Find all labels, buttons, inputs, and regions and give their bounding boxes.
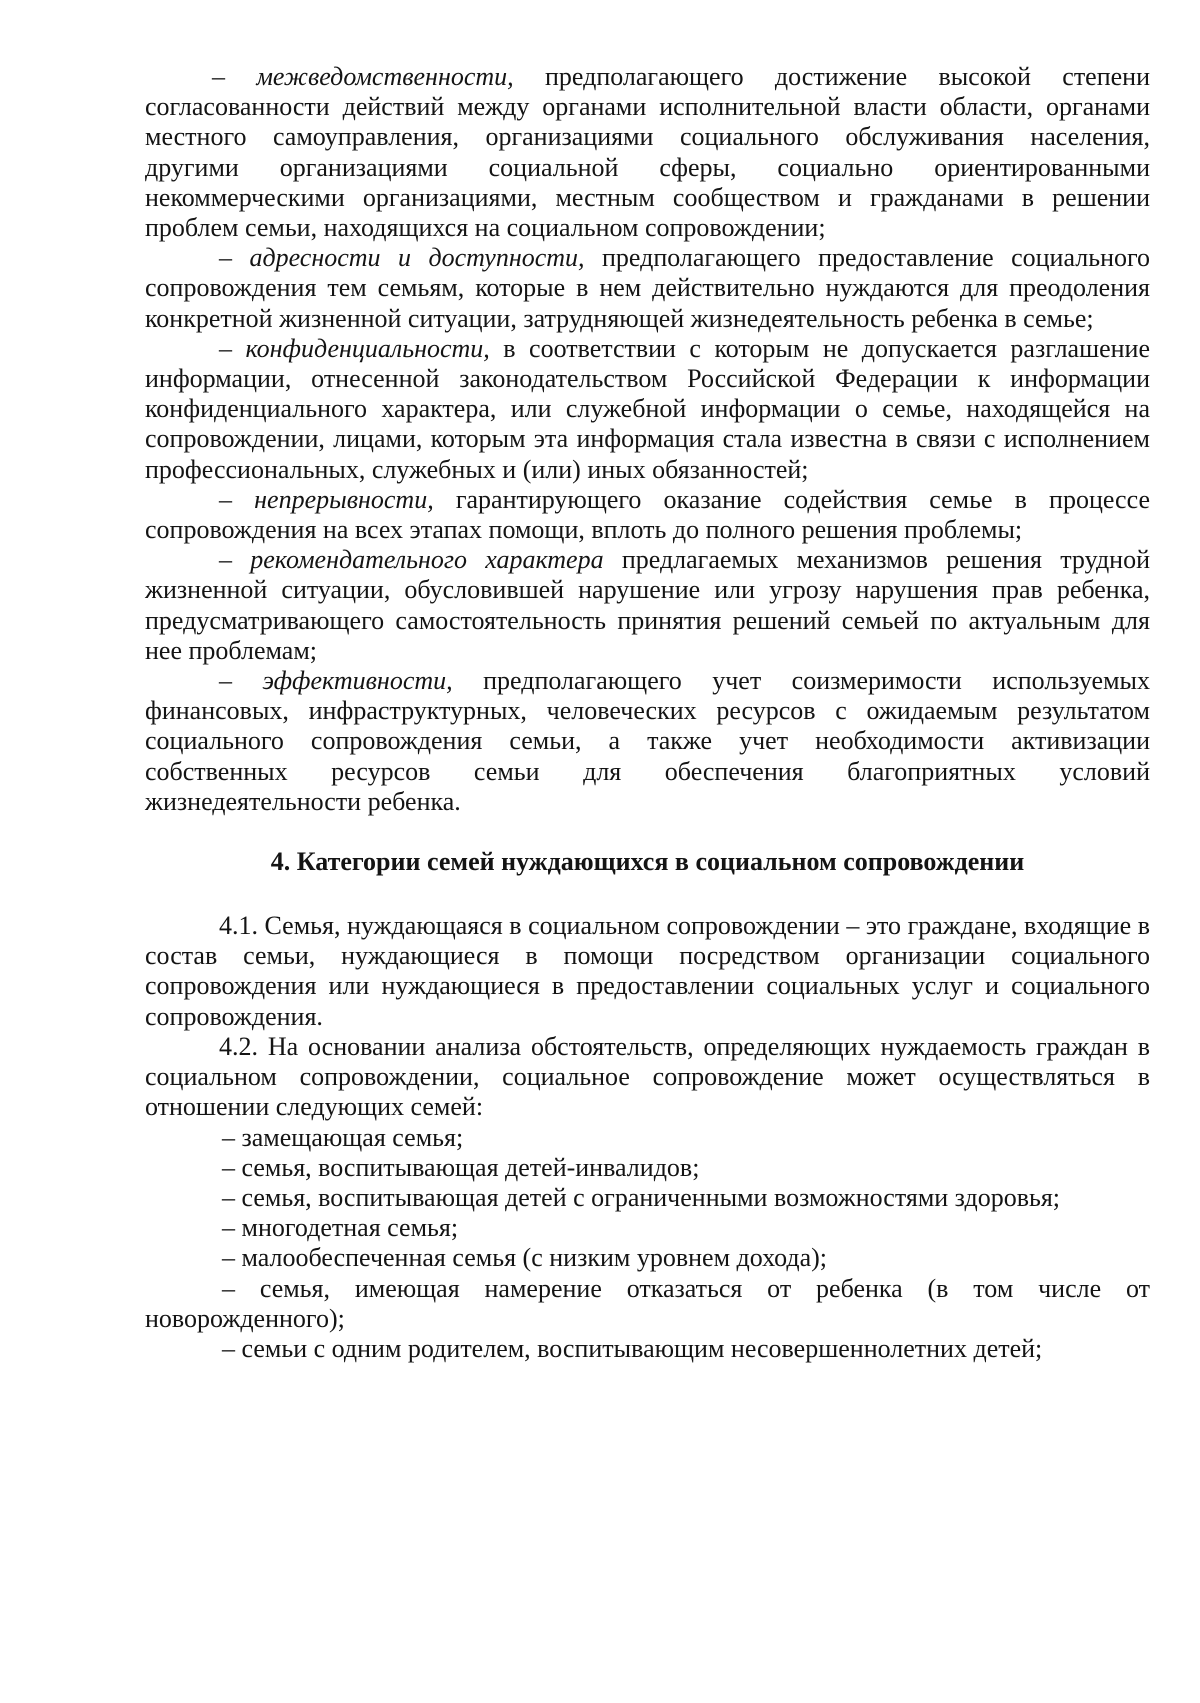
principle-text: предлагаемых механизмов решения трудной жизненной ситуации, обусловившей нарушение или угрозу нарушения прав ребенка, предусматривающего самостоятельность принятия решений семьей по актуальным для нее проблемам; xyxy=(145,545,1150,665)
section-heading: 4. Категории семей нуждающихся в социальном сопровождении xyxy=(270,847,1025,877)
principle-item: – межведомственности, предполагающего достижение высокой степени согласованности действий между органами исполнительной власти области, органами местного самоуправления, организациями социального обслуживания населения, другими организациями социальной сферы, социально ориентированными некоммерческими организациями, местным сообществом и гражданами в решении проблем семьи, находящихся на социальном сопровождении; xyxy=(145,62,1151,243)
principle-item: – рекомендательного характера предлагаемых механизмов решения трудной жизненной ситуации, обусловившей нарушение или угрозу нарушения прав ребенка, предусматривающего самостоятельность принятия решений семьей по актуальным для нее проблемам; xyxy=(145,545,1150,665)
list-item: – малообеспеченная семья (с низким уровнем дохода); xyxy=(222,1243,828,1273)
principle-item: – непрерывности, гарантирующего оказание содействия семье в процессе сопровождения на всех этапах помощи, вплоть до полного решения проблемы; xyxy=(145,484,1150,545)
list-item: – семья, воспитывающая детей-инвалидов; xyxy=(222,1152,700,1182)
paragraph-4-1: 4.1. Семья, нуждающаяся в социальном сопровождении – это граждане, входящие в состав семьи, нуждающиеся в помощи посредством организации социального сопровождения или нуждающиеся в предоставлении социальных услуг и социального сопровождения. xyxy=(145,911,1150,1031)
principle-text: в соответствии с которым не допускается разглашение информации, отнесенной законодательством Российской Федерации к информации конфиденциального характера, или служебной информации о семье, находящейся на сопровождении, лицами, которым эта информация стала известна в связи с исполнением профессиональных, служебных и (или) иных обязанностей; xyxy=(145,333,1151,484)
list-item: – многодетная семья; xyxy=(222,1213,459,1243)
principle-term: адресности и доступности, xyxy=(249,243,585,273)
principle-term: эффективности, xyxy=(262,666,453,696)
principle-text: гарантирующего оказание содействия семье в процессе сопровождения на всех этапах помощи, вплоть до полного решения проблемы; xyxy=(145,484,1150,545)
list-item: – семья, воспитывающая детей с ограниченными возможностями здоровья; xyxy=(222,1182,1061,1212)
principle-item: – адресности и доступности, предполагающего предоставление социального сопровождения тем семьям, которые в нем действительно нуждаются для преодоления конкретной жизненной ситуации, затрудняющей жизнедеятельность ребенка в семье; xyxy=(145,243,1150,333)
principle-term: конфиденциальности, xyxy=(245,333,490,363)
principles-list xyxy=(145,62,1150,817)
list-item: – замещающая семья; xyxy=(222,1122,464,1152)
family-category-list xyxy=(145,1123,1150,1365)
principle-item: – эффективности, предполагающего учет соизмеримости используемых финансовых, инфраструктурных, человеческих ресурсов с ожидаемым результатом социального сопровождения семьи, а также учет необходимости активизации собственных ресурсов семьи для обеспечения благоприятных условий жизнедеятельности ребенка. xyxy=(145,666,1151,816)
list-item: – семья, имеющая намерение отказаться от ребенка (в том числе от новорожденного); xyxy=(145,1273,1150,1333)
list-item: – семьи с одним родителем, воспитывающим несовершеннолетних детей; xyxy=(222,1333,1043,1363)
principle-text: предполагающего предоставление социального сопровождения тем семьям, которые в нем действительно нуждаются для преодоления конкретной жизненной ситуации, затрудняющей жизнедеятельность ребенка в семье; xyxy=(145,243,1150,333)
paragraph-4-2: 4.2. На основании анализа обстоятельств, определяющих нуждаемость граждан в социальном сопровождении, социальное сопровождение может осуществляться в отношении следующих семей: xyxy=(145,1031,1150,1122)
principle-item: – конфиденциальности, в соответствии с которым не допускается разглашение информации, отнесенной законодательством Российской Федерации к информации конфиденциального характера, или служебной информации о семье, находящейся на сопровождении, лицами, которым эта информация стала известна в связи с исполнением профессиональных, служебных и (или) иных обязанностей; xyxy=(145,333,1151,484)
principle-term: рекомендательного характера xyxy=(250,545,604,575)
principle-term: межведомственности, xyxy=(256,62,514,91)
principle-text: предполагающего достижение высокой степени согласованности действий между органами исполнительной власти области, органами местного самоуправления, организациями социального обслуживания населения, другими организациями социальной сферы, социально ориентированными некоммерческими организациями, местным сообществом и гражданами в решении проблем семьи, находящихся на социальном сопровождении; xyxy=(145,62,1151,243)
principle-text: предполагающего учет соизмеримости используемых финансовых, инфраструктурных, человеческих ресурсов с ожидаемым результатом социального сопровождения семьи, а также учет необходимости активизации собственных ресурсов семьи для обеспечения благоприятных условий жизнедеятельности ребенка. xyxy=(145,666,1151,816)
principle-term: непрерывности, xyxy=(254,484,434,514)
